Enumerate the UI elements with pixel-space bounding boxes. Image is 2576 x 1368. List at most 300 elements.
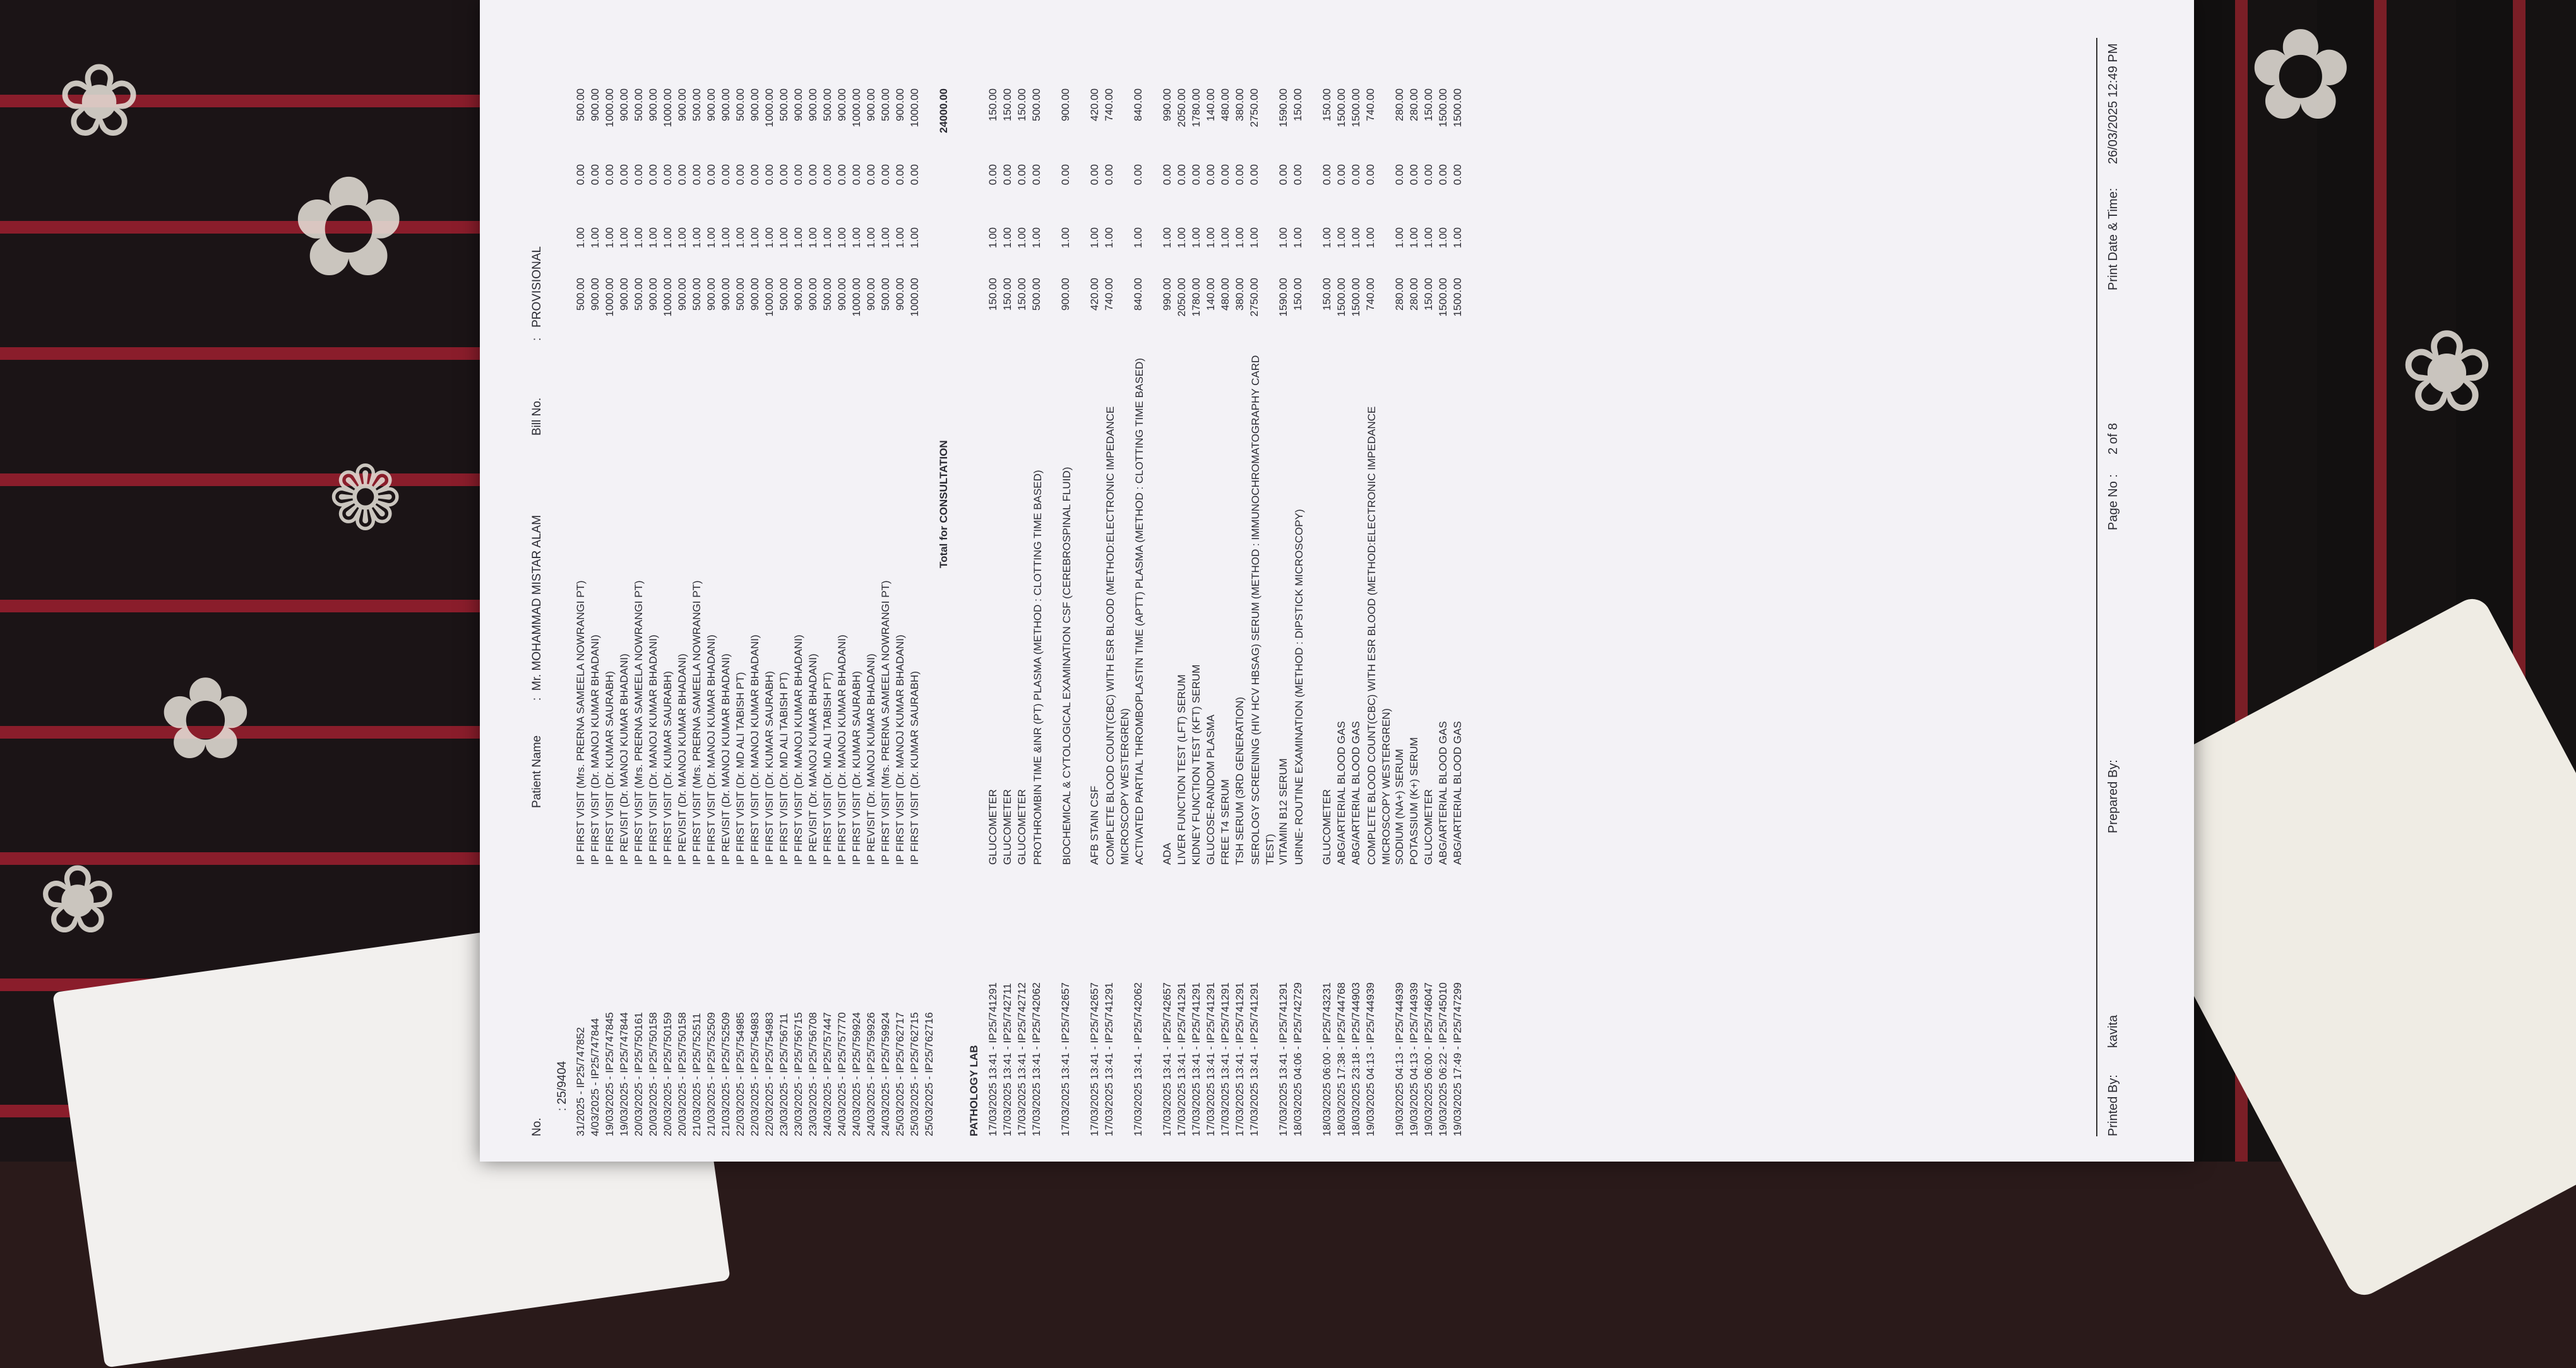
row-rate: 900.00: [792, 278, 804, 311]
row-date: 17/03/2025 13:41 - IP25/741291: [1248, 982, 1260, 1136]
row-qty: 1.00: [821, 227, 833, 249]
row-discount: 0.00: [575, 164, 587, 186]
row-qty: 1.00: [778, 227, 790, 249]
row-discount: 0.00: [749, 164, 761, 186]
row-date: 17/03/2025 13:41 - IP25/742062: [1030, 982, 1042, 1136]
row-description: VITAMIN B12 SERUM: [1277, 758, 1289, 865]
row-amount: 500.00: [880, 88, 891, 121]
row-date: 18/03/2025 17:38 - IP25/744768: [1335, 982, 1347, 1136]
row-date: 17/03/2025 13:41 - IP25/741291: [1103, 982, 1115, 1136]
row-description: ADA: [1161, 843, 1173, 865]
flower-pattern: ❁: [328, 449, 403, 548]
consultation-row: [676, 38, 691, 1136]
row-amount: 380.00: [1234, 88, 1246, 121]
row-qty: 1.00: [1132, 227, 1144, 249]
row-rate: 380.00: [1234, 278, 1246, 311]
row-qty: 1.00: [604, 227, 616, 249]
row-qty: 1.00: [1292, 227, 1304, 249]
consultation-row: [865, 38, 880, 1136]
row-date: 21/03/2025 - IP25/752511: [691, 1013, 703, 1136]
row-discount: 0.00: [1001, 164, 1013, 186]
row-rate: 990.00: [1161, 278, 1173, 311]
row-date: 18/03/2025 04:06 - IP25/742729: [1292, 982, 1304, 1136]
pathology-row: [1219, 38, 1234, 1136]
row-discount: 0.00: [1277, 164, 1289, 186]
row-description: IP REVISIT (Dr. MANOJ KUMAR BHADANI): [807, 653, 819, 865]
pathology-row: [1030, 38, 1059, 1136]
row-rate: 280.00: [1393, 278, 1405, 311]
pathology-row: [1088, 38, 1103, 1136]
row-amount: 500.00: [778, 88, 790, 121]
row-description: IP FIRST VISIT (Dr. MANOJ KUMAR BHADANI): [836, 634, 848, 865]
consultation-table: [575, 38, 938, 1136]
row-date: 24/03/2025 - IP25/757770: [836, 1012, 848, 1136]
pathology-row: [1364, 38, 1393, 1136]
row-amount: 1590.00: [1277, 88, 1289, 128]
row-discount: 0.00: [1321, 164, 1333, 186]
row-discount: 0.00: [1016, 164, 1028, 186]
print-datetime-label: Print Date & Time:: [2106, 187, 2120, 290]
row-amount: 900.00: [1059, 88, 1071, 121]
row-description: GLUCOMETER: [1001, 789, 1013, 865]
row-amount: 990.00: [1161, 88, 1173, 121]
row-date: 24/03/2025 - IP25/759926: [865, 1012, 877, 1136]
pathology-row: [1132, 38, 1161, 1136]
row-rate: 900.00: [1059, 278, 1071, 311]
row-date: 19/03/2025 04:13 - IP25/744939: [1393, 982, 1405, 1136]
row-rate: 900.00: [807, 278, 819, 311]
row-discount: 0.00: [1132, 164, 1144, 186]
row-amount: 280.00: [1408, 88, 1420, 121]
bill-no-label: Bill No.: [530, 397, 544, 436]
pathology-row: [1437, 38, 1452, 1136]
row-amount: 150.00: [1422, 88, 1434, 121]
bill-content: [480, 13, 2191, 1162]
row-qty: 1.00: [749, 227, 761, 249]
row-description: IP FIRST VISIT (Dr. MD ALI TABISH PT): [778, 672, 790, 865]
row-discount: 0.00: [836, 164, 848, 186]
consultation-row: [662, 38, 676, 1136]
row-description: KIDNEY FUNCTION TEST (KFT) SERUM: [1190, 664, 1202, 865]
row-amount: 2750.00: [1248, 88, 1260, 128]
row-discount: 0.00: [1219, 164, 1231, 186]
row-discount: 0.00: [720, 164, 732, 186]
row-description: ACTIVATED PARTIAL THROMBOPLASTIN TIME (APTT) PLASMA (METHOD : CLOTTING TIME BASED): [1133, 358, 1145, 865]
row-qty: 1.00: [987, 227, 999, 249]
row-description: IP FIRST VISIT (Dr. MD ALI TABISH PT): [734, 672, 746, 865]
consultation-row: [691, 38, 705, 1136]
pathology-row: [1335, 38, 1350, 1136]
patient-name-label: Patient Name: [530, 735, 544, 808]
row-amount: 1000.00: [604, 88, 616, 128]
row-date: 19/03/2025 04:13 - IP25/744939: [1364, 982, 1376, 1136]
row-description: IP FIRST VISIT (Dr. KUMAR SAURABH): [850, 671, 862, 865]
pathology-row: [1059, 38, 1088, 1136]
row-description: IP REVISIT (Dr. MANOJ KUMAR BHADANI): [865, 653, 877, 865]
row-discount: 0.00: [676, 164, 688, 186]
row-rate: 500.00: [691, 278, 703, 311]
flower-pattern: ❀: [57, 44, 142, 157]
pathology-row: [1234, 38, 1248, 1136]
consultation-row: [720, 38, 734, 1136]
row-description: IP FIRST VISIT (Dr. MANOJ KUMAR BHADANI): [647, 634, 659, 865]
no-value: : 25/9404: [556, 1061, 569, 1111]
bill-sheet: [480, 0, 2194, 1162]
consultation-row: [792, 38, 807, 1136]
pathology-row: [1161, 38, 1176, 1136]
row-qty: 1.00: [705, 227, 717, 249]
row-qty: 1.00: [1350, 227, 1362, 249]
row-description: IP FIRST VISIT (Mrs. PRERNA SAMEELA NOWRANGI PT): [880, 580, 891, 865]
row-rate: 1780.00: [1190, 278, 1202, 317]
row-rate: 740.00: [1364, 278, 1376, 311]
row-rate: 480.00: [1219, 278, 1231, 311]
row-qty: 1.00: [1205, 227, 1217, 249]
consultation-row: [923, 38, 938, 1136]
row-discount: 0.00: [1422, 164, 1434, 186]
row-rate: 1000.00: [763, 278, 775, 317]
row-discount: 0.00: [894, 164, 906, 186]
row-discount: 0.00: [1234, 164, 1246, 186]
row-rate: 900.00: [836, 278, 848, 311]
row-date: 24/03/2025 - IP25/759924: [880, 1012, 891, 1136]
row-amount: 420.00: [1088, 88, 1100, 121]
row-qty: 1.00: [1161, 227, 1173, 249]
consultation-row: [633, 38, 647, 1136]
row-rate: 900.00: [647, 278, 659, 311]
row-discount: 0.00: [734, 164, 746, 186]
row-rate: 150.00: [987, 278, 999, 311]
row-rate: 500.00: [1030, 278, 1042, 311]
row-date: 17/03/2025 13:41 - IP25/741291: [1190, 982, 1202, 1136]
row-discount: 0.00: [691, 164, 703, 186]
row-discount: 0.00: [1059, 164, 1071, 186]
row-description: GLUCOMETER: [1422, 789, 1434, 865]
row-description: IP FIRST VISIT (Dr. MANOJ KUMAR BHADANI): [705, 634, 717, 865]
row-discount: 0.00: [880, 164, 891, 186]
pathology-row: [987, 38, 1001, 1136]
row-date: 22/03/2025 - IP25/754983: [763, 1012, 775, 1136]
row-description: ABG/ARTERIAL BLOOD GAS: [1350, 721, 1362, 865]
row-description: URINE- ROUTINE EXAMINATION (METHOD : DIPSTICK MICROSCOPY): [1293, 509, 1305, 865]
row-date: 17/03/2025 13:41 - IP25/741291: [987, 982, 999, 1136]
row-qty: 1.00: [894, 227, 906, 249]
row-qty: 1.00: [633, 227, 645, 249]
row-date: 31/2025 - IP25/747852: [575, 1027, 587, 1136]
row-discount: 0.00: [1248, 164, 1260, 186]
row-date: 19/03/2025 06:00 - IP25/746047: [1422, 982, 1434, 1136]
row-date: 20/03/2025 - IP25/750158: [647, 1012, 659, 1136]
pathology-row: [1205, 38, 1219, 1136]
row-discount: 0.00: [1452, 164, 1464, 186]
row-description: SODIUM (NA+) SERUM: [1393, 749, 1405, 865]
pathology-row: [1452, 38, 1466, 1136]
row-qty: 1.00: [1103, 227, 1115, 249]
row-rate: 1500.00: [1350, 278, 1362, 317]
row-qty: 1.00: [792, 227, 804, 249]
row-rate: 1500.00: [1335, 278, 1347, 317]
row-date: 17/03/2025 13:41 - IP25/741291: [1205, 982, 1217, 1136]
row-date: 19/03/2025 17:49 - IP25/747299: [1452, 982, 1464, 1136]
pathology-section-title: PATHOLOGY LAB: [968, 1045, 980, 1136]
row-qty: 1.00: [691, 227, 703, 249]
row-rate: 500.00: [880, 278, 891, 311]
row-rate: 140.00: [1205, 278, 1217, 311]
row-qty: 1.00: [763, 227, 775, 249]
row-discount: 0.00: [1292, 164, 1304, 186]
pathology-row: [1190, 38, 1205, 1136]
row-qty: 1.00: [1248, 227, 1260, 249]
row-description: IP REVISIT (Dr. MANOJ KUMAR BHADANI): [720, 653, 732, 865]
row-rate: 500.00: [633, 278, 645, 311]
row-date: 23/03/2025 - IP25/756715: [792, 1012, 804, 1136]
row-amount: 1000.00: [909, 88, 921, 128]
row-discount: 0.00: [1161, 164, 1173, 186]
bill-footer: [2096, 38, 2135, 1136]
row-amount: 900.00: [589, 88, 601, 121]
row-discount: 0.00: [647, 164, 659, 186]
pathology-row: [1103, 38, 1132, 1136]
row-qty: 1.00: [1335, 227, 1347, 249]
row-description: POTASSIUM (K+) SERUM: [1408, 737, 1420, 865]
row-rate: 900.00: [720, 278, 732, 311]
row-rate: 900.00: [618, 278, 630, 311]
row-description: SEROLOGY SCREENING (HIV HCV HBSAG) SERUM (METHOD : IMMUNOCHROMATOGRAPHY CARD TEST): [1249, 355, 1276, 865]
row-description: PROTHROMBIN TIME &INR (PT) PLASMA (METHOD : CLOTTING TIME BASED): [1032, 470, 1044, 865]
prepared-by-label: Prepared By:: [2106, 759, 2120, 833]
row-date: 17/03/2025 13:41 - IP25/742062: [1132, 982, 1144, 1136]
pathology-table: [987, 38, 1466, 1136]
row-amount: 900.00: [705, 88, 717, 121]
row-rate: 740.00: [1103, 278, 1115, 311]
row-qty: 1.00: [1321, 227, 1333, 249]
row-description: IP FIRST VISIT (Dr. MANOJ KUMAR BHADANI): [749, 634, 761, 865]
row-discount: 0.00: [604, 164, 616, 186]
printed-by-value: kavita: [2106, 1014, 2120, 1048]
row-discount: 0.00: [1103, 164, 1115, 186]
row-discount: 0.00: [618, 164, 630, 186]
row-date: 17/03/2025 13:41 - IP25/742657: [1161, 982, 1173, 1136]
row-date: 23/03/2025 - IP25/756711: [778, 1013, 790, 1136]
row-date: 18/03/2025 23:18 - IP25/744903: [1350, 982, 1362, 1136]
row-discount: 0.00: [763, 164, 775, 186]
row-description: IP FIRST VISIT (Dr. MANOJ KUMAR BHADANI): [894, 634, 906, 865]
row-rate: 900.00: [589, 278, 601, 311]
row-date: 22/03/2025 - IP25/754985: [734, 1012, 746, 1136]
row-rate: 1500.00: [1437, 278, 1449, 317]
row-discount: 0.00: [1350, 164, 1362, 186]
row-description: COMPLETE BLOOD COUNT(CBC) WITH ESR BLOOD (METHOD:ELECTRONIC IMPEDANCE MICROSCOPY WESTERGREN): [1366, 406, 1392, 865]
consultation-row: [821, 38, 836, 1136]
row-rate: 840.00: [1132, 278, 1144, 311]
consultation-row: [807, 38, 821, 1136]
row-description: IP FIRST VISIT (Dr. MANOJ KUMAR BHADANI): [589, 634, 601, 865]
row-amount: 900.00: [749, 88, 761, 121]
row-amount: 900.00: [836, 88, 848, 121]
row-amount: 480.00: [1219, 88, 1231, 121]
row-rate: 150.00: [1321, 278, 1333, 311]
row-discount: 0.00: [705, 164, 717, 186]
row-discount: 0.00: [1408, 164, 1420, 186]
row-amount: 900.00: [618, 88, 630, 121]
row-qty: 1.00: [807, 227, 819, 249]
consultation-total-row: [938, 38, 957, 1136]
row-description: IP FIRST VISIT (Mrs. PRERNA SAMEELA NOWRANGI PT): [633, 580, 645, 865]
row-date: 21/03/2025 - IP25/752509: [720, 1012, 732, 1136]
row-date: 23/03/2025 - IP25/756708: [807, 1012, 819, 1136]
row-amount: 900.00: [676, 88, 688, 121]
row-date: 17/03/2025 13:41 - IP25/742711: [1001, 983, 1013, 1136]
row-amount: 150.00: [1001, 88, 1013, 121]
row-discount: 0.00: [1030, 164, 1042, 186]
row-description: AFB STAIN CSF: [1088, 785, 1100, 865]
row-amount: 280.00: [1393, 88, 1405, 121]
row-discount: 0.00: [1190, 164, 1202, 186]
row-description: FREE T4 SERUM: [1219, 779, 1231, 865]
row-qty: 1.00: [575, 227, 587, 249]
row-amount: 900.00: [720, 88, 732, 121]
row-rate: 900.00: [676, 278, 688, 311]
row-amount: 500.00: [633, 88, 645, 121]
row-qty: 1.00: [1422, 227, 1434, 249]
row-discount: 0.00: [662, 164, 674, 186]
consultation-row: [575, 38, 589, 1136]
row-discount: 0.00: [821, 164, 833, 186]
row-qty: 1.00: [836, 227, 848, 249]
row-qty: 1.00: [1059, 227, 1071, 249]
bill-header: [518, 38, 575, 1136]
row-discount: 0.00: [987, 164, 999, 186]
row-qty: 1.00: [1234, 227, 1246, 249]
row-amount: 1780.00: [1190, 88, 1202, 128]
row-qty: 1.00: [880, 227, 891, 249]
row-date: 25/03/2025 - IP25/762717: [894, 1012, 906, 1136]
row-qty: 1.00: [647, 227, 659, 249]
row-amount: 1000.00: [850, 88, 862, 128]
flower-pattern: ✿: [2248, 5, 2354, 146]
row-qty: 1.00: [720, 227, 732, 249]
no-label: No.: [530, 1117, 544, 1136]
consultation-row: [749, 38, 763, 1136]
pathology-row: [1001, 38, 1016, 1136]
row-qty: 1.00: [1190, 227, 1202, 249]
row-qty: 1.00: [865, 227, 877, 249]
row-qty: 1.00: [1088, 227, 1100, 249]
row-date: 25/03/2025 - IP25/762715: [909, 1012, 921, 1136]
flower-pattern: ✿: [290, 150, 407, 305]
row-description: GLUCOMETER: [1321, 789, 1333, 865]
consultation-row: [894, 38, 909, 1136]
row-description: GLUCOSE-RANDOM PLASMA: [1205, 714, 1217, 865]
print-datetime-value: 26/03/2025 12:49 PM: [2106, 43, 2120, 164]
consultation-row: [734, 38, 749, 1136]
row-rate: 150.00: [1292, 278, 1304, 311]
row-rate: 900.00: [894, 278, 906, 311]
row-amount: 900.00: [865, 88, 877, 121]
row-description: IP FIRST VISIT (Dr. KUMAR SAURABH): [909, 671, 921, 865]
row-discount: 0.00: [850, 164, 862, 186]
row-discount: 0.00: [589, 164, 601, 186]
row-description: GLUCOMETER: [987, 789, 999, 865]
row-rate: 500.00: [821, 278, 833, 311]
row-description: IP FIRST VISIT (Dr. MD ALI TABISH PT): [821, 672, 833, 865]
row-rate: 900.00: [749, 278, 761, 311]
row-qty: 1.00: [850, 227, 862, 249]
pathology-row: [1350, 38, 1364, 1136]
row-amount: 500.00: [821, 88, 833, 121]
consultation-row: [836, 38, 850, 1136]
row-amount: 740.00: [1103, 88, 1115, 121]
bill-no-value: : PROVISIONAL: [530, 246, 544, 341]
row-description: ABG/ARTERIAL BLOOD GAS: [1437, 721, 1449, 865]
consultation-total-label: Total for CONSULTATION: [938, 440, 950, 568]
row-description: IP REVISIT (Dr. MANOJ KUMAR BHADANI): [676, 653, 688, 865]
row-qty: 1.00: [1408, 227, 1420, 249]
row-qty: 1.00: [662, 227, 674, 249]
row-date: 20/03/2025 - IP25/750161: [633, 1012, 645, 1136]
row-amount: 150.00: [987, 88, 999, 121]
row-qty: 1.00: [1393, 227, 1405, 249]
pathology-row: [1292, 38, 1321, 1136]
row-amount: 140.00: [1205, 88, 1217, 121]
consultation-row: [604, 38, 618, 1136]
row-discount: 0.00: [1335, 164, 1347, 186]
row-rate: 1000.00: [850, 278, 862, 317]
page-no-value: 2 of 8: [2106, 422, 2120, 455]
pathology-row: [1422, 38, 1437, 1136]
row-amount: 900.00: [647, 88, 659, 121]
consultation-row: [618, 38, 633, 1136]
row-description: IP FIRST VISIT (Dr. KUMAR SAURABH): [662, 671, 674, 865]
flower-pattern: ✿: [158, 656, 253, 783]
row-discount: 0.00: [865, 164, 877, 186]
row-amount: 1500.00: [1335, 88, 1347, 128]
row-qty: 1.00: [1030, 227, 1042, 249]
page-no-label: Page No :: [2106, 474, 2120, 530]
row-amount: 2050.00: [1176, 88, 1188, 128]
row-amount: 840.00: [1132, 88, 1144, 121]
row-qty: 1.00: [909, 227, 921, 249]
row-rate: 2750.00: [1248, 278, 1260, 317]
printed-by-label: Printed By:: [2106, 1074, 2120, 1136]
row-date: 17/03/2025 13:41 - IP25/741291: [1176, 982, 1188, 1136]
row-date: 21/03/2025 - IP25/752509: [705, 1012, 717, 1136]
row-rate: 150.00: [1422, 278, 1434, 311]
row-description: IP FIRST VISIT (Dr. MANOJ KUMAR BHADANI): [792, 634, 804, 865]
row-amount: 500.00: [575, 88, 587, 121]
row-qty: 1.00: [1219, 227, 1231, 249]
row-date: 19/03/2025 06:22 - IP25/745010: [1437, 982, 1449, 1136]
row-discount: 0.00: [792, 164, 804, 186]
row-amount: 900.00: [894, 88, 906, 121]
row-date: 17/03/2025 13:41 - IP25/741291: [1277, 982, 1289, 1136]
consultation-row: [589, 38, 604, 1136]
row-rate: 500.00: [734, 278, 746, 311]
pathology-row: [1321, 38, 1335, 1136]
row-date: 24/03/2025 - IP25/759924: [850, 1012, 862, 1136]
row-rate: 280.00: [1408, 278, 1420, 311]
row-amount: 900.00: [792, 88, 804, 121]
row-date: 17/03/2025 13:41 - IP25/742657: [1088, 982, 1100, 1136]
row-qty: 1.00: [589, 227, 601, 249]
row-date: 20/03/2025 - IP25/750158: [676, 1012, 688, 1136]
row-amount: 150.00: [1292, 88, 1304, 121]
consultation-row: [705, 38, 720, 1136]
row-date: 17/03/2025 13:41 - IP25/741291: [1219, 982, 1231, 1136]
row-rate: 900.00: [865, 278, 877, 311]
row-discount: 0.00: [633, 164, 645, 186]
row-date: 19/03/2025 04:13 - IP25/744939: [1408, 982, 1420, 1136]
